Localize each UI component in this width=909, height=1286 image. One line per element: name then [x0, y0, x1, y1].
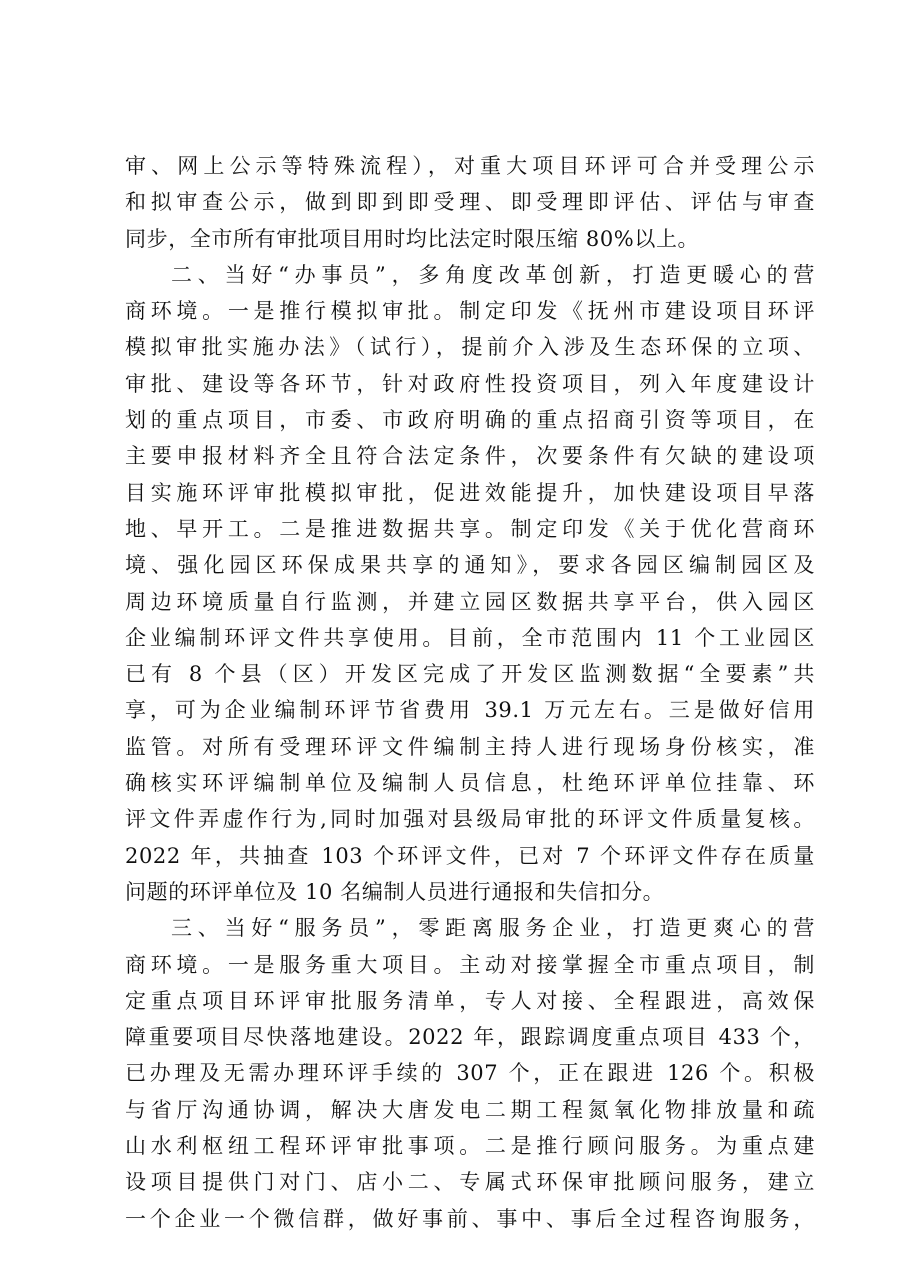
text-line: 划的重点项目，市委、市政府明确的重点招商引资等项目，在 [125, 408, 815, 433]
text-line: 设项目提供门对门、店小二、专属式环保审批顾问服务，建立 [125, 1170, 815, 1195]
text-line: 障重要项目尽快落地建设。2022 年，跟踪调度重点项目 433 个， [125, 1025, 815, 1050]
text-line: 审、网上公示等特殊流程），对重大项目环评可合并受理公示 [125, 154, 815, 178]
text-line: 商环境。一是服务重大项目。主动对接掌握全市重点项目，制 [125, 952, 815, 977]
text-line: 企业编制环评文件共享使用。目前，全市范围内 11 个工业园区 [125, 625, 815, 650]
text-line: 2022 年，共抽查 103 个环评文件，已对 7 个环评文件存在质量 [125, 843, 815, 868]
document-body [125, 148, 815, 1237]
text-line: 享，可为企业编制环评节省费用 39.1 万元左右。三是做好信用 [125, 698, 815, 723]
text-line: 地、早开工。二是推进数据共享。制定印发《关于优化营商环 [125, 516, 815, 541]
text-line: 山水利枢纽工程环评审批事项。二是推行顾问服务。为重点建 [125, 1134, 815, 1159]
text-line: 定重点项目环评审批服务清单，专人对接、全程跟进，高效保 [125, 988, 815, 1013]
text-line: 境、强化园区环保成果共享的通知》，要求各园区编制园区及 [125, 553, 815, 578]
text-line: 问题的环评单位及 10 名编制人员进行通报和失信扣分。 [125, 879, 665, 904]
text-line: 和拟审查公示，做到即到即受理、即受理即评估、评估与审查 [125, 190, 815, 215]
text-line: 已办理及无需办理环评手续的 307 个，正在跟进 126 个。积极 [125, 1061, 815, 1086]
text-line: 主要申报材料齐全且符合法定条件，次要条件有欠缺的建设项 [125, 444, 815, 469]
text-line: 评文件弄虚作行为,同时加强对县级局审批的环评文件质量复核。 [125, 807, 815, 832]
text-line: 周边环境质量自行监测，并建立园区数据共享平台，供入园区 [125, 589, 815, 614]
paragraph-first-line: 二、当好“办事员”，多角度改革创新，打造更暖心的营 [171, 262, 815, 287]
text-line: 商环境。一是推行模拟审批。制定印发《抚州市建设项目环评 [125, 299, 815, 324]
paragraph-first-line: 三、当好“服务员”，零距离服务企业，打造更爽心的营 [171, 916, 815, 941]
text-line: 确核实环评编制单位及编制人员信息，杜绝环评单位挂靠、环 [125, 771, 815, 796]
text-line: 同步，全市所有审批项目用时均比法定时限压缩 80%以上。 [125, 226, 700, 251]
text-line: 监管。对所有受理环评文件编制主持人进行现场身份核实，准 [125, 734, 815, 759]
text-line: 一个企业一个微信群，做好事前、事中、事后全过程咨询服务， [125, 1206, 815, 1231]
text-line: 审批、建设等各环节，针对政府性投资项目，列入年度建设计 [125, 371, 815, 396]
text-line: 与省厅沟通协调，解决大唐发电二期工程氮氧化物排放量和疏 [125, 1097, 815, 1122]
text-line: 目实施环评审批模拟审批，促进效能提升，加快建设项目早落 [125, 480, 815, 505]
text-line: 模拟审批实施办法》（试行），提前介入涉及生态环保的立项、 [125, 335, 815, 360]
text-line: 已有 8 个县（区）开发区完成了开发区监测数据“全要素”共 [125, 662, 815, 687]
